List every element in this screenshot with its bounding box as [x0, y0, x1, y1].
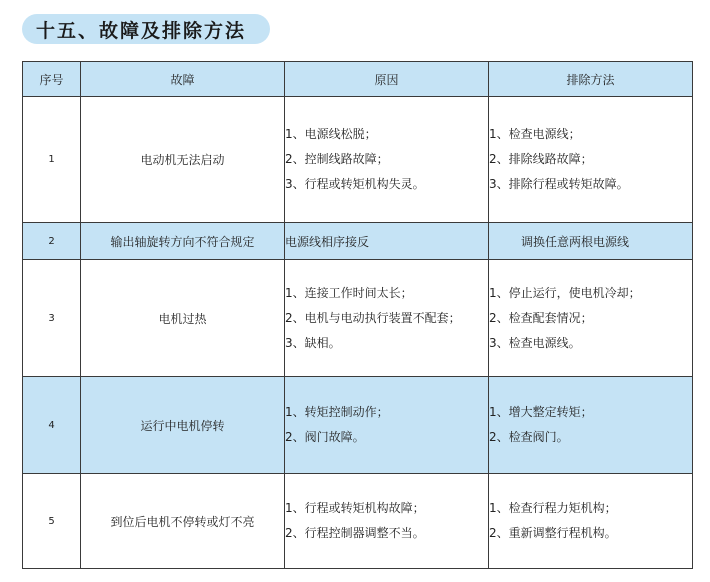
cause-cell — [285, 474, 489, 569]
cause-item: 1、转矩控制动作； — [285, 405, 389, 419]
remedy-item: 2、检查阀门。 — [489, 430, 569, 444]
remedy-item: 2、排除线路故障； — [489, 152, 593, 166]
cause-cell — [285, 97, 489, 223]
cause-cell — [285, 260, 489, 377]
cause-item: 3、行程或转矩机构失灵。 — [285, 177, 425, 191]
cause-item: 2、行程控制器调整不当。 — [285, 526, 425, 540]
fault-cell: 输出轴旋转方向不符合规定 — [81, 223, 285, 260]
table-row — [23, 377, 693, 474]
table-row — [23, 474, 693, 569]
remedy-cell — [489, 223, 693, 260]
cause-cell — [285, 377, 489, 474]
cause-item: 3、缺相。 — [285, 335, 341, 350]
remedy-cell — [489, 97, 693, 223]
remedy-item: 2、重新调整行程机构。 — [489, 526, 617, 540]
fault-cell: 运行中电机停转 — [81, 377, 285, 474]
remedy-cell — [489, 377, 693, 474]
remedy-item: 1、增大整定转矩； — [489, 405, 593, 419]
section-title: 十五、故障及排除方法 — [36, 19, 247, 42]
row-number: 3 — [23, 260, 81, 377]
cause-item: 电源线相序接反 — [285, 234, 370, 249]
cause-item: 2、电机与电动执行装置不配套； — [285, 310, 461, 325]
remedy-item: 1、检查行程力矩机构； — [489, 501, 617, 515]
row-number: 5 — [23, 474, 81, 569]
remedy-item: 2、检查配套情况； — [489, 310, 593, 325]
remedy-item: 1、检查电源线； — [489, 127, 581, 141]
header-fault: 故障 — [81, 62, 285, 97]
remedy-cell — [489, 474, 693, 569]
fault-cell: 到位后电机不停转或灯不亮 — [81, 474, 285, 569]
table-row — [23, 97, 693, 223]
section-header — [22, 14, 270, 44]
fault-cell: 电动机无法启动 — [81, 97, 285, 223]
header-remedy: 排除方法 — [489, 62, 693, 97]
fault-table — [22, 61, 693, 569]
fault-cell: 电机过热 — [81, 260, 285, 377]
row-number: 4 — [23, 377, 81, 474]
cause-item: 2、阀门故障。 — [285, 430, 365, 444]
remedy-item: 3、检查电源线。 — [489, 335, 581, 350]
remedy-item: 调换任意两根电源线 — [521, 234, 630, 249]
cause-item: 1、连接工作时间太长； — [285, 285, 413, 300]
cause-item: 1、行程或转矩机构故障； — [285, 501, 425, 515]
header-cause: 原因 — [285, 62, 489, 97]
cause-item: 2、控制线路故障； — [285, 152, 389, 166]
table-row — [23, 260, 693, 377]
row-number: 2 — [23, 223, 81, 260]
cause-cell — [285, 223, 489, 260]
remedy-cell — [489, 260, 693, 377]
row-number: 1 — [23, 97, 81, 223]
remedy-item: 3、排除行程或转矩故障。 — [489, 177, 629, 191]
table-header-row — [23, 62, 693, 97]
cause-item: 1、电源线松脱； — [285, 127, 377, 141]
remedy-item: 1、停止运行，使电机冷却； — [489, 285, 641, 300]
header-no: 序号 — [23, 62, 81, 97]
table-row — [23, 223, 693, 260]
